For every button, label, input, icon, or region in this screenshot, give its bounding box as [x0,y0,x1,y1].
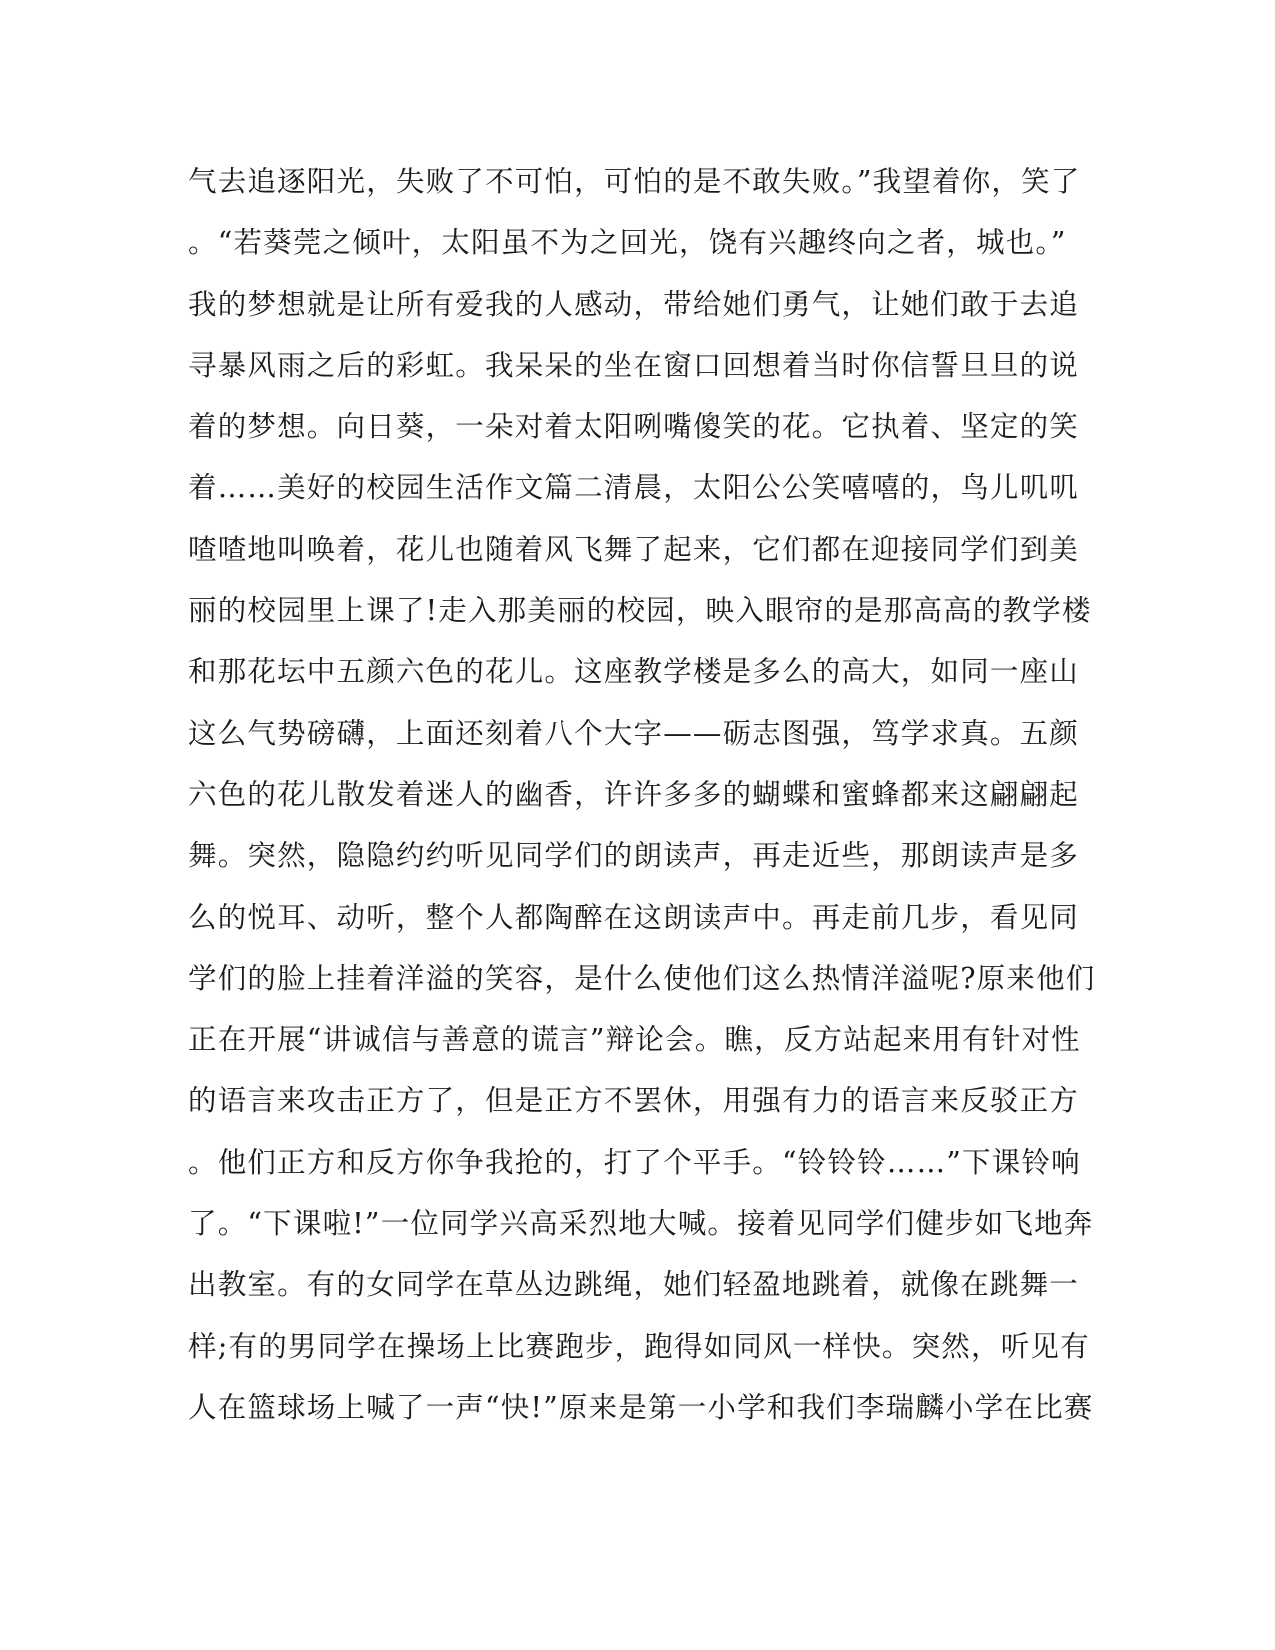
text-line: 和那花坛中五颜六色的花儿。这座教学楼是多么的高大，如同一座山 [188,655,1080,689]
text-line: 。他们正方和反方你争我抢的，打了个平手。“铃铃铃……”下课铃响 [188,1145,1081,1179]
text-line: 喳喳地叫唤着，花儿也随着风飞舞了起来，它们都在迎接同学们到美 [188,532,1080,566]
text-line: 我的梦想就是让所有爱我的人感动，带给她们勇气，让她们敢于去追 [188,287,1080,321]
text-line: 的语言来攻击正方了，但是正方不罢休，用强有力的语言来反驳正方 [188,1084,1080,1118]
text-line: 学们的脸上挂着洋溢的笑容，是什么使他们这么热情洋溢呢?原来他们 [188,961,1096,995]
text-line: 着的梦想。向日葵，一朵对着太阳咧嘴傻笑的花。它执着、坚定的笑 [188,410,1080,444]
text-line: 正在开展“讲诚信与善意的谎言”辩论会。瞧，反方站起来用有针对性 [188,1023,1081,1057]
text-line: 了。“下课啦!”一位同学兴高采烈地大喊。接着见同学们健步如飞地奔 [188,1207,1094,1241]
text-line: 出教室。有的女同学在草丛边跳绳，她们轻盈地跳着，就像在跳舞一 [188,1268,1080,1302]
text-line: 这么气势磅礴，上面还刻着八个大字——砺志图强，笃学求真。五颜 [188,716,1080,750]
text-line: 丽的校园里上课了!走入那美丽的校园，映入眼帘的是那高高的教学楼 [188,594,1092,628]
text-line: 舞。突然，隐隐约约听见同学们的朗读声，再走近些，那朗读声是多 [188,839,1080,873]
text-line: 人在篮球场上喊了一声“快!”原来是第一小学和我们李瑞麟小学在比赛 [188,1390,1094,1424]
text-line: 气去追逐阳光，失败了不可怕，可怕的是不敢失败。”我望着你，笑了 [188,165,1081,198]
text-line: 六色的花儿散发着迷人的幽香，许许多多的蝴蝶和蜜蜂都来这翩翩起 [188,777,1080,811]
text-line: 。“若葵莞之倾叶，太阳虽不为之回光，饶有兴趣终向之者，城也。” [188,226,1067,260]
text-line: 着……美好的校园生活作文篇二清晨，太阳公公笑嘻嘻的，鸟儿叽叽 [188,471,1080,505]
text-line: 样;有的男同学在操场上比赛跑步，跑得如同风一样快。突然，听见有 [188,1329,1090,1363]
body-text [188,162,1096,1449]
text-line: 么的悦耳、动听，整个人都陶醉在这朗读声中。再走前几步，看见同 [188,900,1080,934]
text-line: 寻暴风雨之后的彩虹。我呆呆的坐在窗口回想着当时你信誓旦旦的说 [188,348,1080,382]
